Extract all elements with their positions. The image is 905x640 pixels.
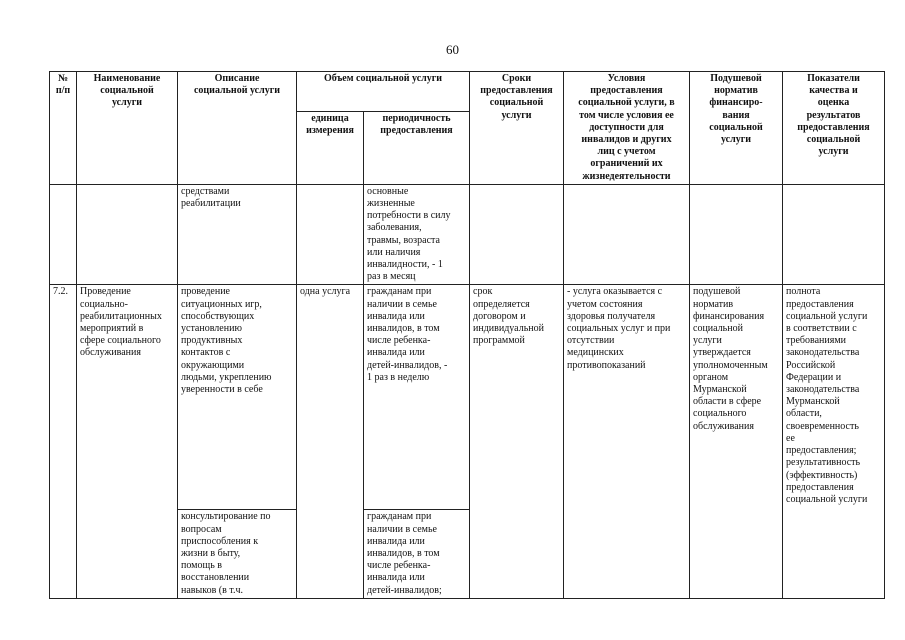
cell-empty: [297, 184, 364, 285]
cell-empty: [297, 510, 364, 598]
cell-empty: [690, 510, 783, 598]
header-quality: Показатели качества и оценка результатов предоставления социальной услуги: [783, 72, 885, 185]
cell-description: средствами реабилитации: [178, 184, 297, 285]
cell-periodicity: гражданам при наличии в семье инвалида или инвалидов, в том числе ребенка- инвалида или детей-инвалидов, - 1 раз в неделю: [364, 285, 470, 510]
header-name: Наименование социальной услуги: [77, 72, 178, 185]
cell-unit: одна услуга: [297, 285, 364, 510]
cell-empty: [564, 510, 690, 598]
cell-name: Проведение социально- реабилитационных мероприятий в сфере социального обслуживания: [77, 285, 178, 510]
cell-description: проведение ситуационных игр, способствующих установлению продуктивных контактов с окружающими людьми, укреплению уверенности в себе: [178, 285, 297, 510]
cell-num: 7.2.: [50, 285, 77, 510]
cell-empty: [690, 184, 783, 285]
table-row: [50, 285, 885, 510]
cell-norm: подушевой норматив финансирования социальной услуги утверждается уполномоченным органом Мурманской области в сфере социального обслуживания: [690, 285, 783, 510]
header-num: № п/п: [50, 72, 77, 185]
cell-terms: срок определяется договором и индивидуальной программой: [470, 285, 564, 510]
cell-empty: [470, 184, 564, 285]
cell-empty: [783, 510, 885, 598]
cell-empty: [77, 510, 178, 598]
social-services-table: [49, 71, 885, 599]
header-norm: Подушевой норматив финансиро- вания социальной услуги: [690, 72, 783, 185]
cell-empty: [783, 184, 885, 285]
cell-empty: [564, 184, 690, 285]
cell-periodicity: основные жизненные потребности в силу заболевания, травмы, возраста или наличия инвалидности, - 1 раз в месяц: [364, 184, 470, 285]
cell-periodicity: гражданам при наличии в семье инвалида или инвалидов, в том числе ребенка- инвалида или детей-инвалидов;: [364, 510, 470, 598]
header-unit: единица измерения: [297, 112, 364, 185]
cell-empty: [50, 184, 77, 285]
header-volume: Объем социальной услуги: [297, 72, 470, 112]
cell-empty: [50, 510, 77, 598]
cell-empty: [77, 184, 178, 285]
header-conditions: Условия предоставления социальной услуги, в том числе условия ее доступности для инвалидов и других лиц с учетом ограничений их жизнедеятельности: [564, 72, 690, 185]
table-row: [50, 510, 885, 598]
cell-conditions: - услуга оказывается с учетом состояния здоровья получателя социальных услуг и при отсутствии медицинских противопоказаний: [564, 285, 690, 510]
cell-description: консультирование по вопросам приспособления к жизни в быту, помощь в восстановлении навыков (в т.ч.: [178, 510, 297, 598]
table-row: [50, 184, 885, 285]
header-periodicity: периодичность предоставления: [364, 112, 470, 185]
header-terms: Сроки предоставления социальной услуги: [470, 72, 564, 185]
cell-quality: полнота предоставления социальной услуги в соответствии с требованиями законодательства Российской Федерации и законодательства Мурманской области, своевременность ее предоставления; результативность (эффективность) предоставления социальной услуги: [783, 285, 885, 510]
page-number: 60: [446, 42, 459, 57]
header-description: Описание социальной услуги: [178, 72, 297, 185]
cell-empty: [470, 510, 564, 598]
